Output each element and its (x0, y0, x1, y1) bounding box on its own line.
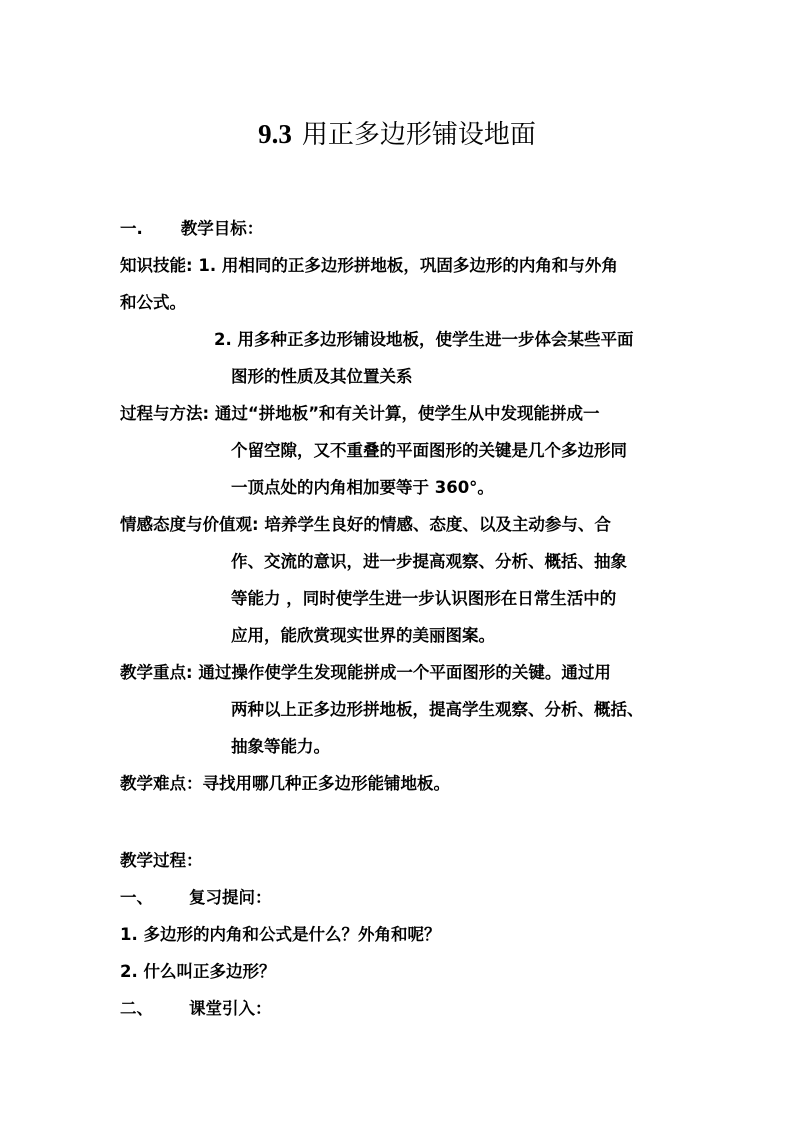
review-question-2: 2. 什么叫正多边形？ (120, 962, 276, 981)
section-title: 教学目标： (180, 219, 264, 238)
key-point-label: 教学重点: (120, 663, 193, 682)
process-line-2: 个留空隙，又不重叠的平面图形的关键是几个多边形同 (231, 441, 627, 460)
section-objectives-heading (120, 218, 263, 240)
emotion-line-2: 作、交流的意识，进一步提高观察、分析、概括、抽象 (231, 552, 627, 571)
emotion-label: 情感态度与价值观: (120, 515, 259, 534)
key-point-text-a: 通过操作使学生发现能拼成一个平面图形的关键。通过用 (198, 663, 611, 682)
process-line-1 (120, 403, 600, 425)
process-label: 过程与方法: (120, 404, 210, 423)
intro-heading (120, 998, 272, 1020)
teaching-process-heading: 教学过程： (120, 851, 203, 870)
emotion-line-3: 等能力 ，同时使学生进一步认识图形在日常生活中的 (231, 589, 617, 608)
section-marker: 一. (120, 219, 143, 238)
review-heading (120, 887, 272, 909)
knowledge-line-2: 和公式。 (120, 293, 186, 312)
intro-marker: 二、 (120, 999, 153, 1018)
review-question-1: 1. 多边形的内角和公式是什么？外角和呢？ (120, 925, 441, 944)
emotion-line-1 (120, 514, 611, 536)
difficulty-label: 教学难点： (120, 774, 203, 793)
knowledge-line-3: 2. 用多种正多边形铺设地板，使学生进一步体会某些平面 (214, 330, 634, 349)
difficulty-text: 寻找用哪几种正多边形能铺地板。 (202, 774, 450, 793)
knowledge-line-4: 图形的性质及其位置关系 (231, 367, 413, 386)
key-point-line-1 (120, 662, 611, 684)
key-point-line-2: 两种以上正多边形拼地板，提高学生观察、分析、概括、 (231, 700, 644, 719)
process-line-3: 一顶点处的内角相加要等于 360°。 (231, 478, 494, 497)
knowledge-line-1 (120, 255, 618, 277)
document-title (0, 116, 794, 153)
key-point-line-3: 抽象等能力。 (231, 737, 330, 756)
intro-title: 课堂引入： (189, 999, 272, 1018)
title-number: 9.3 (258, 119, 292, 149)
emotion-line-4: 应用，能欣赏现实世界的美丽图案。 (231, 626, 495, 645)
knowledge-text-1a: 1. 用相同的正多边形拼地板，巩固多边形的内角和与外角 (198, 256, 618, 275)
knowledge-label: 知识技能: (120, 256, 193, 275)
review-marker: 一、 (120, 888, 153, 907)
title-text: 用正多边形铺设地面 (301, 120, 536, 150)
process-text-a: 通过“拼地板”和有关计算，使学生从中发现能拼成一 (214, 404, 600, 423)
review-title: 复习提问： (189, 888, 272, 907)
difficulty-line (120, 773, 450, 795)
emotion-text-a: 培养学生良好的情感、态度、以及主动参与、合 (264, 515, 611, 534)
